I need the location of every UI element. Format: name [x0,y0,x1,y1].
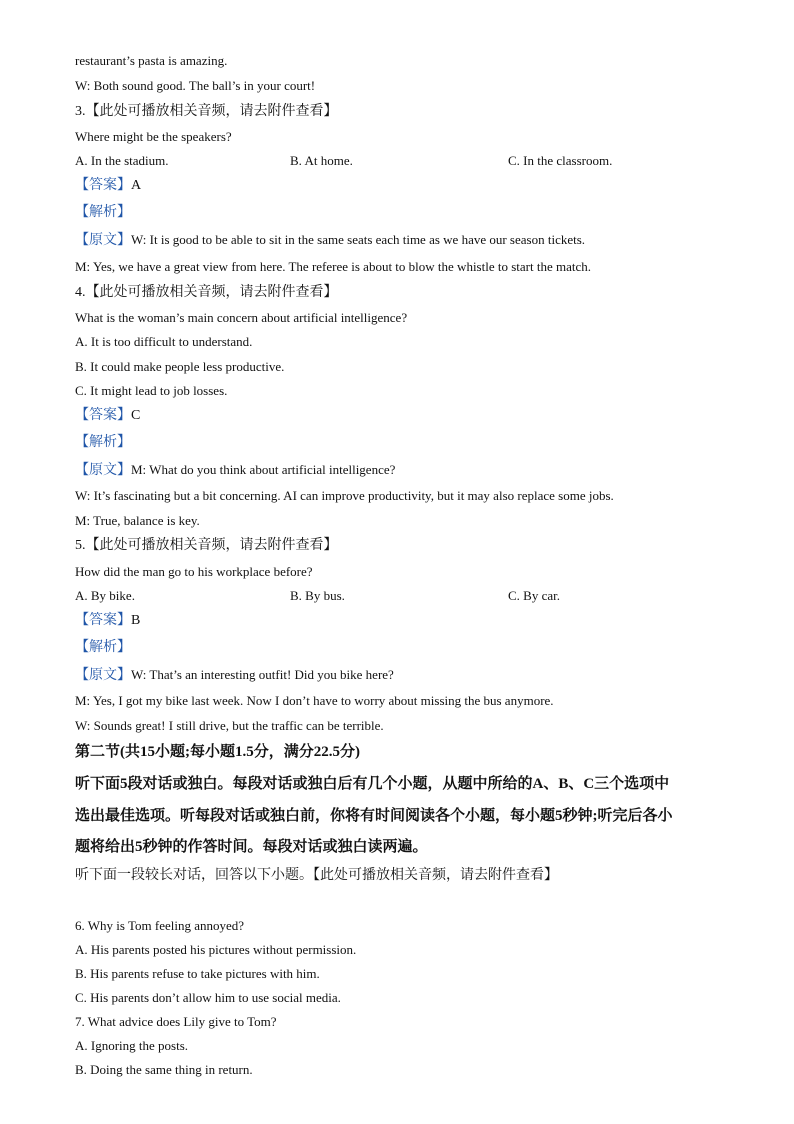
question-3-answer [75,177,141,195]
question-4-original-3: M: True, balance is key. [75,513,200,528]
question-4-option-b: B. It could make people less productive. [75,359,285,374]
question-4-analysis: 【解析】 [75,435,131,450]
question-4-option-c: C. It might lead to job losses. [75,383,228,398]
text-line: W: Both sound good. The ball’s in your court! [75,78,316,93]
question-5-analysis: 【解析】 [75,640,131,655]
question-7-option-a: A. Ignoring the posts. [75,1038,189,1053]
question-5-option-c: C. By car. [508,588,560,603]
original-tag: 【原文】 [75,233,131,248]
question-3-stem: Where might be the speakers? [75,129,232,144]
text-line: restaurant’s pasta is amazing. [75,53,228,68]
question-7-stem: 7. What advice does Lily give to Tom? [75,1014,277,1029]
question-5-title: 5.【此处可播放相关音频，请去附件查看】 [75,538,338,553]
question-3-analysis: 【解析】 [75,205,131,220]
question-5-original-1 [75,667,394,685]
answer-value: A [131,178,142,193]
question-4-option-a: A. It is too difficult to understand. [75,334,253,349]
answer-tag: 【答案】 [75,408,131,423]
section-2-instruction-1: 听下面5段对话或独白。每段对话或独白后有几个小题，从题中所给的A、B、C三个选项中 [75,776,670,792]
question-6-option-a: A. His parents posted his pictures without permission. [75,942,357,957]
answer-tag: 【答案】 [75,613,131,628]
question-3-option-b: B. At home. [290,153,353,168]
question-4-answer [75,407,140,425]
original-tag: 【原文】 [75,668,131,683]
question-5-original-2: M: Yes, I got my bike last week. Now I don’t have to worry about missing the bus anymore. [75,693,554,708]
question-3-title: 3.【此处可播放相关音频，请去附件查看】 [75,104,338,119]
question-5-answer [75,612,140,630]
answer-tag: 【答案】 [75,178,131,193]
answer-value: B [131,613,141,628]
original-text: W: That’s an interesting outfit! Did you bike here? [131,667,394,682]
question-3-original-1 [75,232,585,250]
question-5-option-b: B. By bus. [290,588,345,603]
question-6-stem: 6. Why is Tom feeling annoyed? [75,918,245,933]
question-6-option-b: B. His parents refuse to take pictures with him. [75,966,320,981]
question-5-option-a: A. By bike. [75,588,135,603]
question-4-original-1 [75,462,395,480]
question-6-option-c: C. His parents don’t allow him to use social media. [75,990,341,1005]
original-text: W: It is good to be able to sit in the same seats each time as we have our season tickets. [131,232,586,247]
question-5-original-3: W: Sounds great! I still drive, but the traffic can be terrible. [75,718,384,733]
question-4-original-2: W: It’s fascinating but a bit concerning. AI can improve productivity, but it may also replace some jobs. [75,488,614,503]
answer-value: C [131,408,141,423]
question-5-stem: How did the man go to his workplace before? [75,564,313,579]
section-2-instruction-3: 题将给出5秒钟的作答时间。每段对话或独白读两遍。 [75,839,428,855]
question-3-option-c: C. In the classroom. [508,153,613,168]
question-3-option-a: A. In the stadium. [75,153,169,168]
question-4-title: 4.【此处可播放相关音频，请去附件查看】 [75,285,338,300]
section-2-audio-note: 听下面一段较长对话，回答以下小题。【此处可播放相关音频，请去附件查看】 [75,868,558,883]
question-7-option-b: B. Doing the same thing in return. [75,1062,253,1077]
section-2-instruction-2: 选出最佳选项。听每段对话或独白前，你将有时间阅读各个小题，每小题5秒钟;听完后各小 [75,808,673,824]
question-4-stem: What is the woman’s main concern about artificial intelligence? [75,310,408,325]
original-text: M: What do you think about artificial intelligence? [131,462,396,477]
original-tag: 【原文】 [75,463,131,478]
question-3-original-2: M: Yes, we have a great view from here. The referee is about to blow the whistle to start the match. [75,259,591,274]
section-2-title: 第二节(共15小题;每小题1.5分，满分22.5分) [75,744,360,760]
